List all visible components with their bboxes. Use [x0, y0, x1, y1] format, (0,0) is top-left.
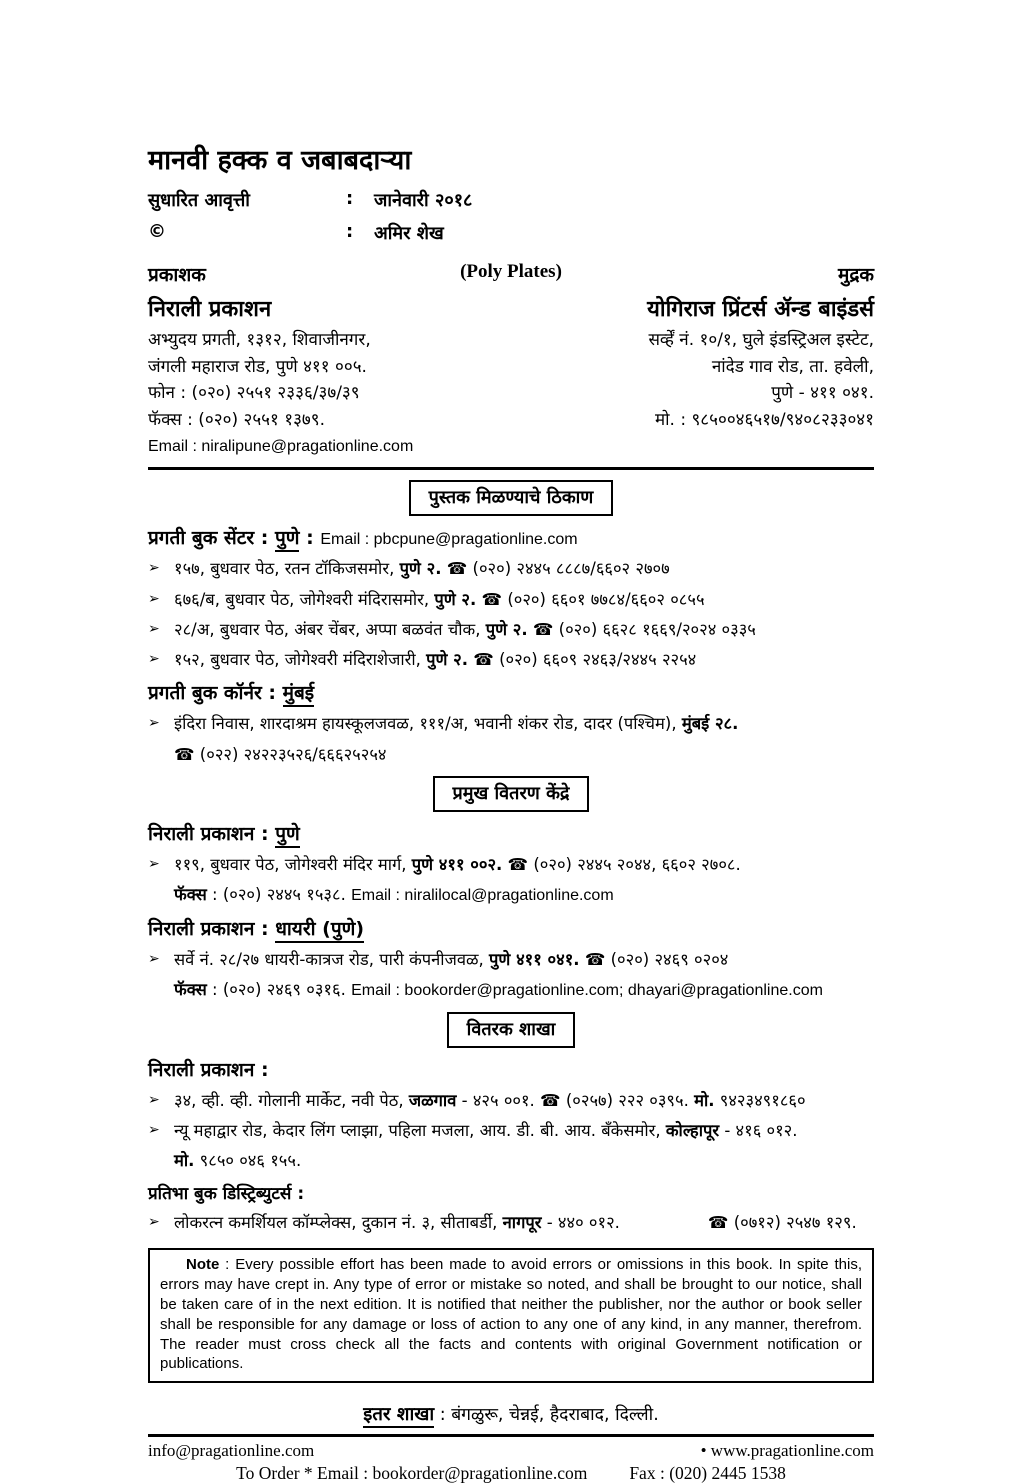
section-title-wrap — [148, 776, 874, 812]
order-email: To Order * Email : bookorder@pragationline.com — [236, 1463, 588, 1484]
text-segment: मो. — [174, 1151, 195, 1171]
text-segment: : — [299, 527, 321, 550]
distribution-sections — [148, 480, 874, 1233]
publisher-heading: प्रकाशक — [148, 263, 206, 286]
text-segment: जळगाव — [408, 1090, 457, 1110]
list-item — [148, 1120, 874, 1142]
address-line: मो. : ९८५००४६५१७/९४०८२३३०४१ — [654, 410, 874, 431]
arrow-bullet-icon: ➢ — [148, 1121, 160, 1138]
text-segment: - ४४० ०१२. — [541, 1212, 620, 1232]
section-title-wrap — [148, 480, 874, 516]
address-line: फॅक्स : (०२०) २५५१ १३७९. — [148, 410, 326, 431]
list-item — [148, 949, 874, 971]
text-segment: १५२, बुधवार पेठ, जोगेश्वरी मंदिराशेजारी, — [174, 650, 427, 670]
list-item — [148, 854, 874, 876]
address-line: अभ्युदय प्रगती, १३१२, शिवाजीनगर, — [148, 329, 371, 350]
footer-contact-row — [148, 1441, 874, 1461]
arrow-bullet-icon: ➢ — [148, 620, 160, 637]
text-segment: ☎ (०२२) २४२२३५२६/६६६२५२५४ — [174, 744, 387, 764]
continuation-line — [174, 979, 874, 1002]
text-segment: पुणे ४११ ०४१. — [489, 949, 580, 969]
text-segment: नागपूर — [502, 1212, 542, 1232]
text-segment: - ४१६ ०१२. — [719, 1120, 798, 1140]
text-segment: इंदिरा निवास, शारदाश्रम हायस्कूलजवळ, १११/अ, भवानी शंकर रोड, दादर (पश्चिम), — [174, 714, 682, 734]
address-line: नांदेड गाव रोड, ता. हवेली, — [711, 356, 874, 377]
group-heading — [148, 1056, 874, 1082]
printer-column — [518, 261, 874, 460]
arrow-bullet-icon: ➢ — [148, 855, 160, 872]
text-segment: - ४२५ ००१. ☎ (०२५७) २२२ ०३९५. — [456, 1090, 695, 1110]
group-heading — [148, 679, 874, 705]
text-segment: ☎ (०७१२) २५४७ १२९. — [707, 1212, 857, 1232]
printer-heading: मुद्रक — [837, 263, 874, 286]
section-title: प्रमुख वितरण केंद्रे — [433, 776, 590, 812]
text-segment: प्रगती बुक कॉर्नर : — [148, 682, 283, 705]
address-line: सर्व्हें नं. १०/१, घुले इंडस्ट्रिअल इस्टेट, — [648, 329, 874, 350]
arrow-bullet-icon: ➢ — [148, 590, 160, 607]
text-segment: पुणे — [275, 823, 300, 848]
page-title: मानवी हक्क व जबाबदाऱ्या — [148, 145, 412, 176]
text-segment: सर्वे नं. २८/२७ धायरी-कात्रज रोड, पारी कंपनीजवळ, — [174, 949, 490, 969]
text-segment: ☎ (०२०) २४४५ ८८८७/६६०२ २७०७ — [441, 559, 670, 579]
publisher-address — [148, 327, 504, 460]
printer-name: योगिराज प्रिंटर्स ॲन्ड बाइंडर्स — [647, 296, 874, 322]
text-segment: : (०२०) २४६९ ०३१६. — [206, 980, 352, 1000]
text-segment: पुणे २. — [399, 559, 442, 579]
text-segment: ☎ (०२०) ६६०१ ७७८४/६६०२ ०८५५ — [476, 589, 705, 609]
section-title: वितरक शाखा — [447, 1012, 576, 1048]
publisher-column — [148, 261, 504, 460]
text-segment: Email : pbcpune@pragationline.com — [320, 531, 578, 549]
address-line: Email : niralipune@pragationline.com — [148, 438, 414, 456]
text-segment: ☎ (०२०) ६६०९ २४६३/२४४५ २२५४ — [468, 650, 697, 670]
footer-divider — [148, 1434, 874, 1437]
list-item — [148, 1090, 874, 1112]
text-segment: ☎ (०२०) २४६९ ०२०४ — [579, 949, 729, 969]
text-segment: Email : bookorder@pragationline.com; dhayari@pragationline.com — [351, 982, 823, 1000]
text-segment: निराली प्रकाशन : — [148, 917, 276, 940]
text-segment: ☎ (०२०) ६६२८ १६६९/२०२४ ०३३५ — [527, 619, 756, 639]
arrow-bullet-icon: ➢ — [148, 715, 160, 732]
list-item — [148, 649, 874, 671]
text-segment: फॅक्स — [174, 885, 207, 905]
group-heading — [148, 524, 874, 550]
text-segment: निराली प्रकाशन : — [148, 1058, 269, 1081]
group-heading — [148, 1181, 874, 1204]
text-segment: ☎ (०२०) २४४५ २०४४, ६६०२ २७०८. — [502, 854, 741, 874]
list-item — [148, 589, 874, 611]
section-title-wrap — [148, 1012, 874, 1048]
arrow-bullet-icon: ➢ — [148, 560, 160, 577]
continuation-line — [174, 884, 874, 907]
text-segment: मुंबई २८. — [681, 714, 739, 734]
footer-email: info@pragationline.com — [148, 1441, 315, 1461]
section-divider — [148, 467, 874, 470]
arrow-bullet-icon: ➢ — [148, 1091, 160, 1108]
continuation-line — [174, 744, 874, 766]
section-title: पुस्तक मिळण्याचे ठिकाण — [409, 480, 614, 516]
address-line: फोन : (०२०) २५५१ २३३६/३७/३९ — [148, 383, 360, 404]
edition-label: © — [148, 220, 166, 242]
group-heading — [148, 820, 874, 846]
text-segment: पुणे २. — [485, 619, 528, 639]
edition-label: सुधारित आवृत्ती — [148, 189, 250, 211]
text-segment: ९८५० ०४६ १५५. — [194, 1151, 302, 1171]
text-segment: प्रतिभा बुक डिस्ट्रिब्युटर्स : — [148, 1183, 305, 1204]
publisher-printer-block — [148, 261, 874, 460]
text-segment: कोल्हापूर — [665, 1120, 720, 1140]
text-segment: धायरी (पुणे) — [275, 918, 364, 943]
text-segment: फॅक्स — [174, 980, 207, 1000]
edition-row — [148, 221, 874, 245]
arrow-bullet-icon: ➢ — [148, 1213, 160, 1230]
text-segment: ३४, व्ही. व्ही. गोलानी मार्केट, नवी पेठ, — [174, 1090, 409, 1110]
text-segment: : (०२०) २४४५ १५३८. — [206, 885, 352, 905]
text-segment: लोकरत्न कमर्शियल कॉम्प्लेक्स, दुकान नं. ३, सीताबर्डी, — [174, 1212, 503, 1232]
text-segment: मुंबई — [283, 682, 315, 707]
text-segment: निराली प्रकाशन : — [148, 822, 276, 845]
other-branches-cities: : बंगळुरू, चेन्नई, हैदराबाद, दिल्ली. — [434, 1405, 659, 1426]
list-item — [148, 713, 874, 735]
edition-value: अमिर शेख — [374, 222, 444, 244]
poly-plates-note: (Poly Plates) — [460, 260, 562, 282]
publisher-name: निराली प्रकाशन — [148, 296, 272, 322]
footer-order-line — [148, 1463, 874, 1484]
edition-colon: : — [346, 220, 354, 242]
text-segment: २८/अ, बुधवार पेठ, अंबर चेंबर, अप्पा बळवंत चौक, — [174, 619, 486, 639]
text-segment: पुणे २. — [426, 650, 469, 670]
continuation-line — [174, 1150, 874, 1172]
other-branches-line — [148, 1401, 874, 1426]
text-segment: ६७६/ब, बुधवार पेठ, जोगेश्वरी मंदिरासमोर, — [174, 589, 435, 609]
list-item — [148, 619, 874, 641]
footer-website: • www.pragationline.com — [700, 1441, 874, 1461]
text-segment: पुणे २. — [434, 589, 477, 609]
other-branches-label: इतर शाखा — [363, 1404, 434, 1428]
edition-row — [148, 188, 874, 212]
note-body: : Every possible effort has been made to avoid errors or omissions in this book. In spite this, errors may have crept in. Any type of error or mistake so noted, and shall be brought to our notice, shall be taken care of in the next edition. It is notified that neither the publisher, nor the author or book seller shall be responsible for any damage or loss of action to any one of any kind, in any manner, therefrom. The reader must cross check all the facts and contents with original Government notification or publications. — [160, 1255, 862, 1373]
text-segment: पुणे — [275, 527, 300, 552]
address-line: पुणे - ४११ ०४१. — [771, 383, 874, 404]
note-text — [160, 1255, 862, 1375]
text-segment: १५७, बुधवार पेठ, रतन टॉकिजसमोर, — [174, 559, 400, 579]
edition-colon: : — [346, 187, 354, 209]
text-segment: Email : niralilocal@pragationline.com — [351, 887, 614, 905]
printer-address — [518, 327, 874, 434]
address-line: जंगली महाराज रोड, पुणे ४११ ००५. — [148, 356, 367, 377]
text-segment: ११९, बुधवार पेठ, जोगेश्वरी मंदिर मार्ग, — [174, 854, 412, 874]
arrow-bullet-icon: ➢ — [148, 651, 160, 668]
note-box — [148, 1248, 874, 1384]
text-segment: प्रगती बुक सेंटर : — [148, 527, 275, 550]
footer-fax: Fax : (020) 2445 1538 — [629, 1463, 786, 1484]
edition-info — [148, 188, 874, 245]
list-item — [148, 558, 874, 580]
text-segment: पुणे ४११ ००२. — [411, 854, 503, 874]
group-heading — [148, 915, 874, 941]
text-segment: मो. — [694, 1090, 715, 1110]
arrow-bullet-icon: ➢ — [148, 950, 160, 967]
book-imprint-page — [148, 146, 874, 1484]
text-segment: न्यू महाद्वार रोड, केदार लिंग प्लाझा, पहिला मजला, आय. डी. बी. आय. बँकेसमोर, — [174, 1120, 666, 1140]
text-segment: ९४२३४९१८६० — [714, 1090, 806, 1110]
note-label: Note — [186, 1255, 220, 1273]
list-item — [148, 1212, 874, 1234]
edition-value: जानेवारी २०१८ — [374, 189, 473, 211]
